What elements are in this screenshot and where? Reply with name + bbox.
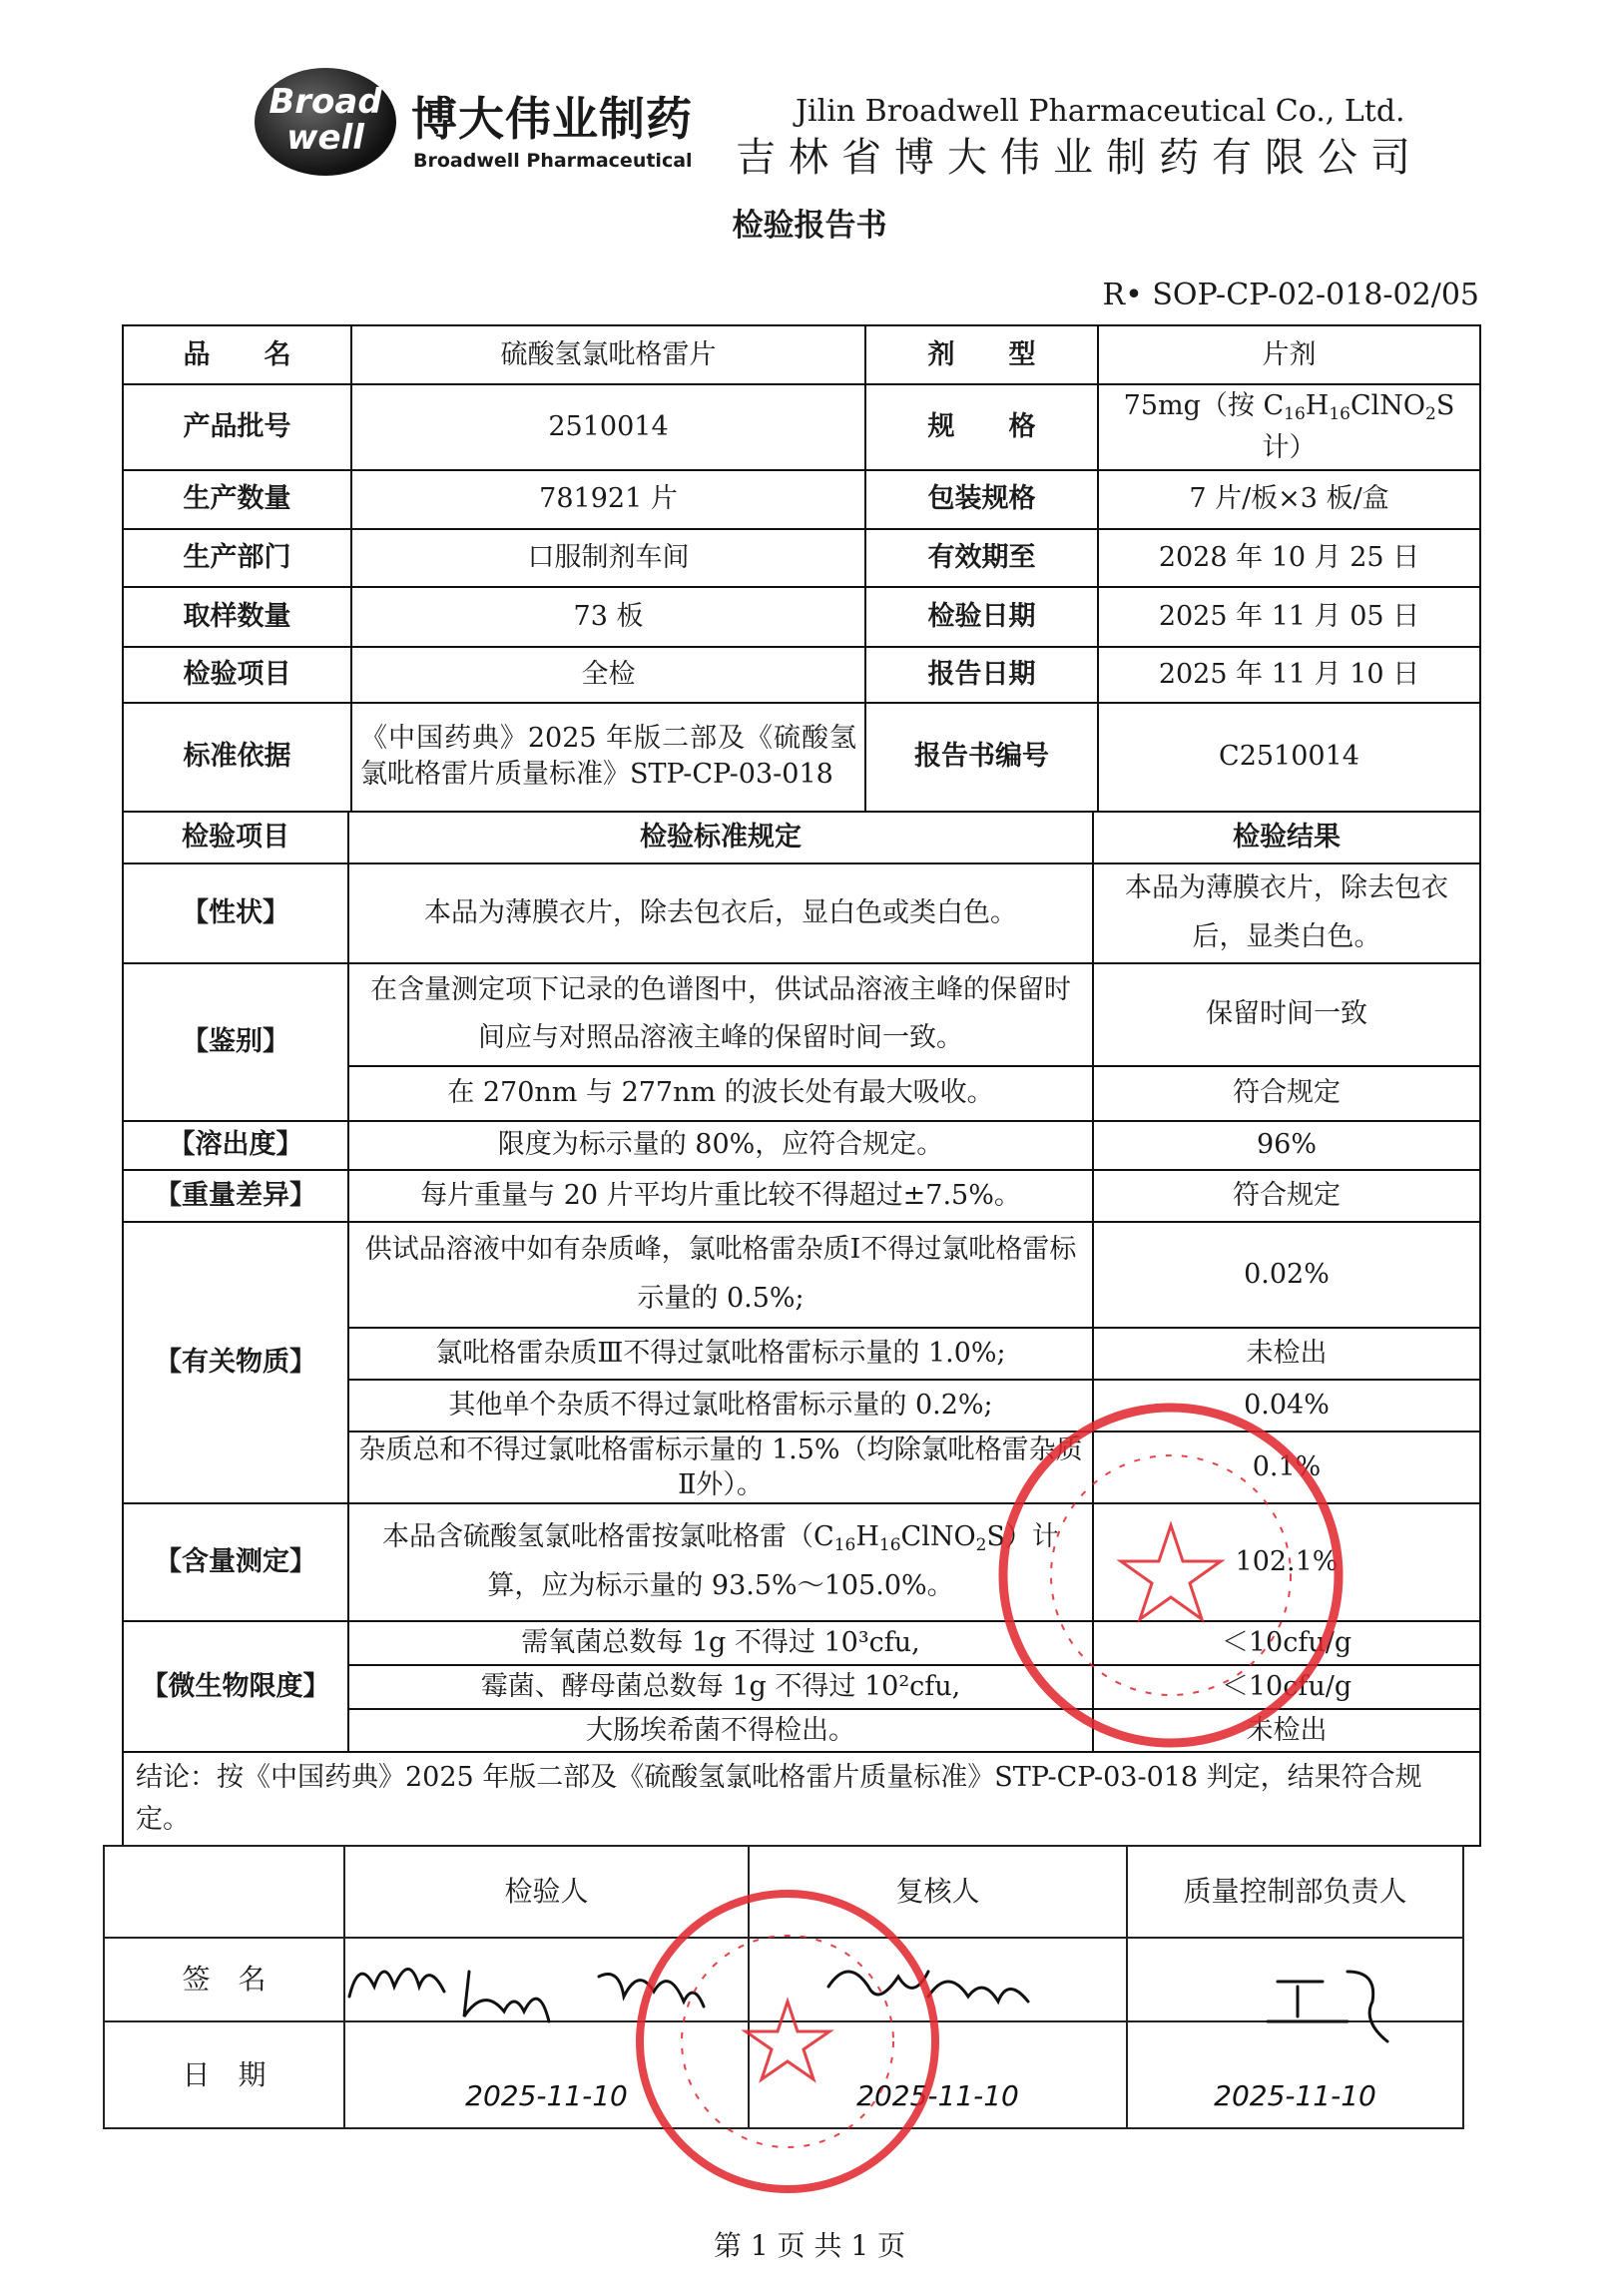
test-result: 0.1% [1093,1432,1480,1503]
test-standard: 限度为标示量的 80%，应符合规定。 [348,1121,1093,1170]
value: 7 片/板×3 板/盒 [1098,470,1480,529]
test-standard: 本品为薄膜衣片，除去包衣后，显白色或类白色。 [348,863,1093,963]
test-standard: 氯吡格雷杂质Ⅲ不得过氯吡格雷标示量的 1.0%; [348,1328,1093,1380]
test-item: 【有关物质】 [123,1222,348,1503]
test-result: 102.1% [1093,1503,1480,1621]
test-standard: 在含量测定项下记录的色谱图中，供试品溶液主峰的保留时间应与对照品溶液主峰的保留时间一致。 [348,963,1093,1066]
conclusion: 结论：按《中国药典》2025 年版二部及《硫酸氢氯吡格雷片质量标准》STP-CP-03-018 判定，结果符合规定。 [123,1752,1480,1846]
test-standard: 杂质总和不得过氯吡格雷标示量的 1.5%（均除氯吡格雷杂质Ⅱ外）。 [348,1432,1093,1503]
label: 报告日期 [865,647,1098,703]
date-label: 日 期 [104,2021,344,2128]
col-header: 检验标准规定 [348,812,1093,863]
label: 生产部门 [123,529,351,587]
value: 2510014 [351,384,865,470]
value: 《中国药典》2025 年版二部及《硫酸氢氯吡格雷片质量标准》STP-CP-03-018 [351,703,865,812]
test-result: 未检出 [1093,1709,1480,1753]
value: 硫酸氢氯吡格雷片 [351,325,865,384]
test-result: 符合规定 [1093,1170,1480,1222]
test-item: 【重量差异】 [123,1170,348,1222]
label: 有效期至 [865,529,1098,587]
label: 产品批号 [123,384,351,470]
test-result: ＜10cfu/g [1093,1621,1480,1665]
inspector-header: 检验人 [344,1846,749,1938]
test-item: 【性状】 [123,863,348,963]
value: 781921 片 [351,470,865,529]
value: 片剂 [1098,325,1480,384]
test-item: 【含量测定】 [123,1503,348,1621]
test-result: 0.04% [1093,1380,1480,1432]
test-item: 【微生物限度】 [123,1621,348,1753]
test-result: 本品为薄膜衣片，除去包衣后，显类白色。 [1093,863,1480,963]
test-result: 0.02% [1093,1222,1480,1328]
test-standard: 在 270nm 与 277nm 的波长处有最大吸收。 [348,1066,1093,1121]
qc-stamp [1003,1408,1339,1743]
assay-text-a: 本品含硫酸氢氯吡格雷按氯吡格雷（ [382,1521,814,1553]
test-standard: 每片重量与 20 片平均片重比较不得超过±7.5%。 [348,1170,1093,1222]
test-result: ＜10cfu/g [1093,1665,1480,1709]
document-code: R• SOP-CP-02-018-02/05 [1102,278,1479,312]
test-standard: 需氧菌总数每 1g 不得过 10³cfu, [348,1621,1093,1665]
assay-text-b: ）计算，应为标示量的 93.5%～105.0%。 [487,1521,1059,1601]
logo-mark: Broad well [269,82,382,158]
assay-formula: $C_{16}H_{16}ClNO_2S$ [813,1521,1005,1556]
value: 全检 [351,647,865,703]
test-standard: 其他单个杂质不得过氯吡格雷标示量的 0.2%; [348,1380,1093,1432]
page-title: 检验报告书 [732,208,887,244]
test-result: 保留时间一致 [1093,963,1480,1066]
reviewer-header: 复核人 [749,1846,1127,1938]
label: 标准依据 [123,703,351,812]
label: 剂 型 [865,325,1098,384]
test-item: 【溶出度】 [123,1121,348,1170]
label: 检验项目 [123,647,351,703]
label: 取样数量 [123,587,351,647]
test-standard: 供试品溶液中如有杂质峰，氯吡格雷杂质Ⅰ不得过氯吡格雷标示量的 0.5%; [348,1222,1093,1328]
col-header: 检验结果 [1093,812,1480,863]
value: 2025 年 11 月 10 日 [1098,647,1480,703]
value: 口服制剂车间 [351,529,865,587]
value: C2510014 [1098,703,1480,812]
logo-english-name: Broadwell Pharmaceutical [413,150,693,172]
reviewer-date: 2025-11-10 [749,2021,1127,2128]
test-result: 96% [1093,1121,1480,1170]
inspector-date: 2025-11-10 [344,2021,749,2128]
page-footer: 第 1 页 共 1 页 [713,2229,906,2262]
value: 73 板 [351,587,865,647]
qc-head-header: 质量控制部负责人 [1127,1846,1463,1938]
company-name-en: Jilin Broadwell Pharmaceutical Co., Ltd. [796,94,1405,129]
value: 2025 年 11 月 05 日 [1098,587,1480,647]
test-item: 【鉴别】 [123,963,348,1121]
label: 规 格 [865,384,1098,470]
test-result: 符合规定 [1093,1066,1480,1121]
qc-head-date: 2025-11-10 [1127,2021,1463,2128]
company-name-cn: 吉林省博大伟业制药有限公司 [736,135,1423,181]
test-result: 未检出 [1093,1328,1480,1380]
label: 报告书编号 [865,703,1098,812]
label: 包装规格 [865,470,1098,529]
buyer-stamp [640,1894,935,2189]
sign-label: 签 名 [104,1938,344,2021]
label: 品 名 [123,325,351,384]
label: 生产数量 [123,470,351,529]
test-standard: 霉菌、酵母菌总数每 1g 不得过 10²cfu, [348,1665,1093,1709]
strength-value: 75mg（按 $C_{16}H_{16}ClNO_2S$ 计） [1098,384,1480,470]
logo-chinese-name: 博大伟业制药 [411,92,693,146]
col-header: 检验项目 [123,812,348,863]
value: 2028 年 10 月 25 日 [1098,529,1480,587]
label: 检验日期 [865,587,1098,647]
test-standard: 大肠埃希菌不得检出。 [348,1709,1093,1753]
